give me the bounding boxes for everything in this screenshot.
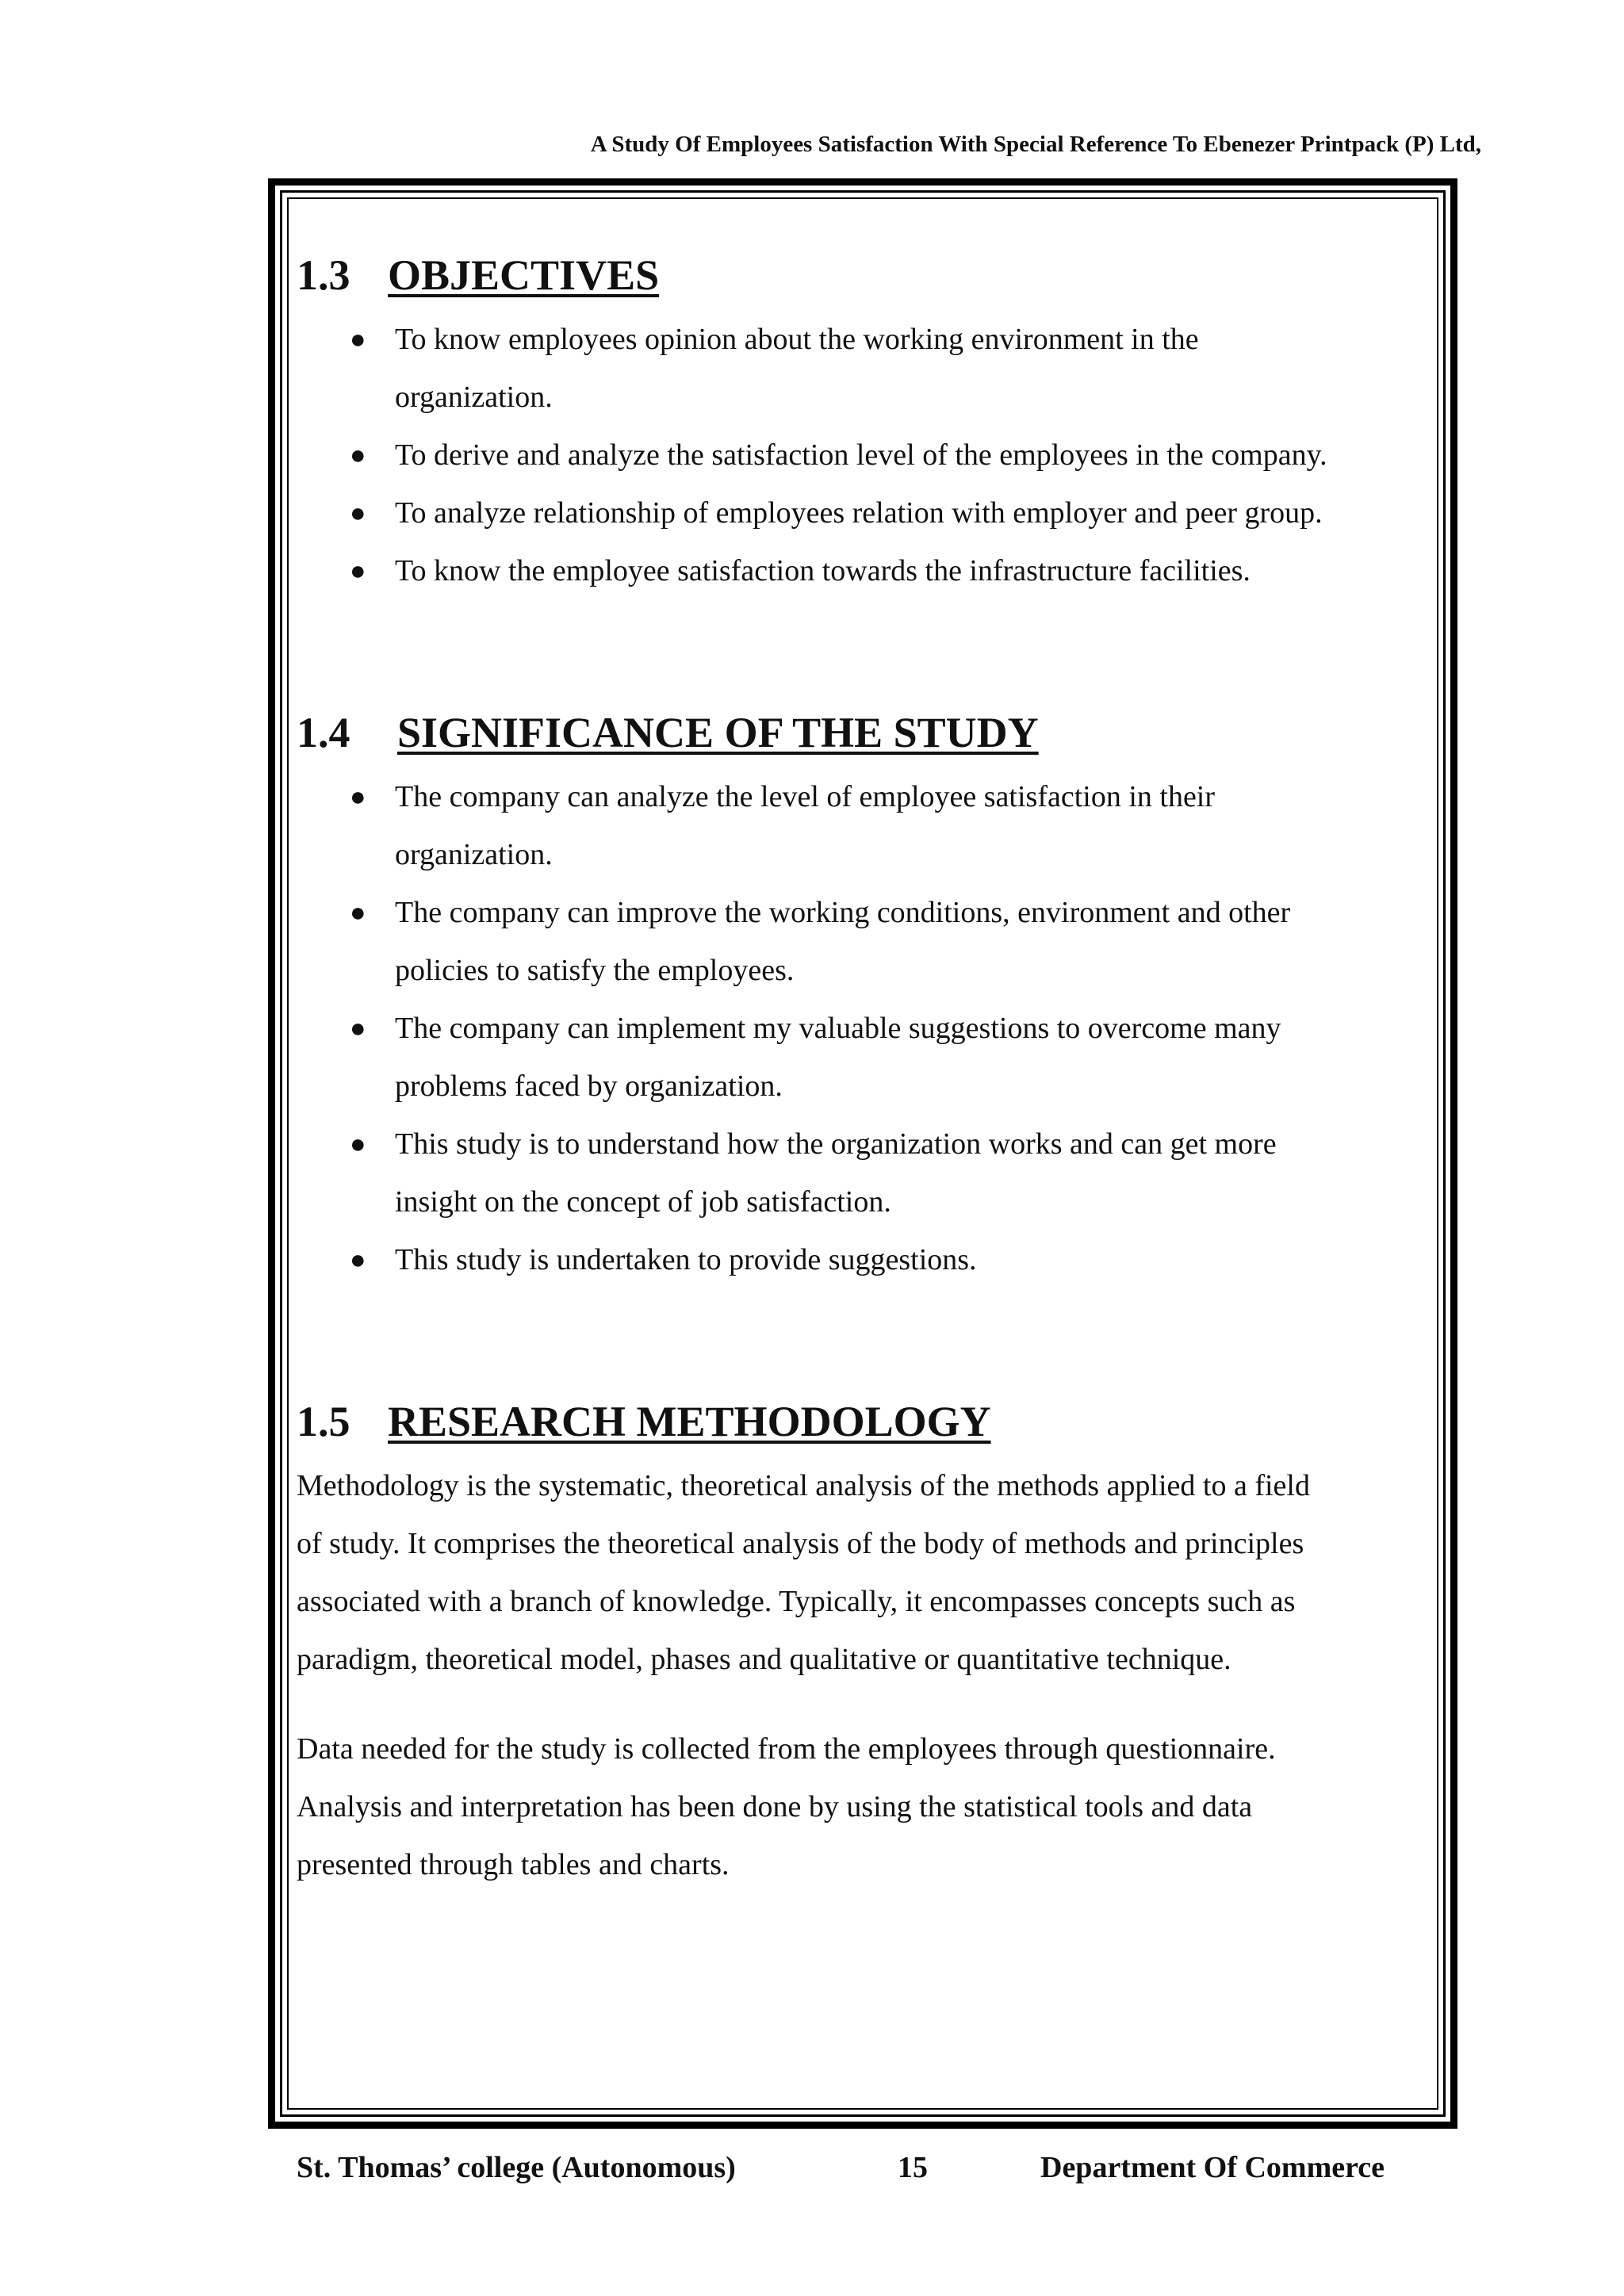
list-item-line: The company can implement my valuable suggestions to overcome many <box>395 1012 1281 1045</box>
section-number: 1.4 <box>297 709 350 756</box>
list-item <box>297 311 1438 427</box>
footer-department: Department Of Commerce <box>1040 2151 1385 2184</box>
running-header: A Study Of Employees Satisfaction With Special Reference To Ebenezer Printpack (P) Ltd, <box>590 132 1481 157</box>
bullet-icon: ● <box>350 499 366 528</box>
list-item-line: organization. <box>395 381 553 414</box>
methodology-paragraph <box>297 1457 1438 1689</box>
paragraph-line: of study. It comprises the theoretical analysis of the body of methods and principles <box>297 1527 1304 1560</box>
paragraph-line: Analysis and interpretation has been done by using the statistical tools and data <box>297 1790 1253 1823</box>
list-item <box>297 1231 1438 1289</box>
list-item <box>297 768 1438 884</box>
bullet-icon: ● <box>350 1130 366 1159</box>
section-number: 1.3 <box>297 251 350 299</box>
section-heading-significance <box>297 711 1438 754</box>
objectives-list <box>297 311 1438 600</box>
list-item-line: To derive and analyze the satisfaction level of the employees in the company. <box>395 438 1327 472</box>
list-item-line: organization. <box>395 838 553 871</box>
list-item <box>297 1000 1438 1115</box>
list-item-line: The company can improve the working conditions, environment and other <box>395 896 1291 929</box>
list-item-line: To know employees opinion about the working environment in the <box>395 323 1199 356</box>
paragraph-line: paradigm, theoretical model, phases and qualitative or quantitative technique. <box>297 1643 1231 1676</box>
bullet-icon: ● <box>350 898 366 928</box>
list-item-line: insight on the concept of job satisfaction. <box>395 1185 891 1219</box>
paragraph-line: associated with a branch of knowledge. Typically, it encompasses concepts such as <box>297 1585 1296 1618</box>
bullet-icon: ● <box>350 1014 366 1043</box>
list-item <box>297 427 1438 484</box>
paragraph-line: presented through tables and charts. <box>297 1848 730 1881</box>
list-item-line: This study is to understand how the organization works and can get more <box>395 1127 1277 1161</box>
list-item <box>297 1115 1438 1231</box>
section-heading-methodology <box>297 1400 1438 1443</box>
bullet-icon: ● <box>350 325 366 354</box>
bullet-icon: ● <box>350 783 366 812</box>
bullet-icon: ● <box>350 441 366 470</box>
paragraph-line: Data needed for the study is collected from the employees through questionnaire. <box>297 1732 1276 1766</box>
section-title: OBJECTIVES <box>388 251 660 299</box>
paragraph-line: Methodology is the systematic, theoretical analysis of the methods applied to a field <box>297 1469 1310 1502</box>
list-item <box>297 484 1438 542</box>
significance-list <box>297 768 1438 1289</box>
section-title: RESEARCH METHODOLOGY <box>388 1398 991 1445</box>
section-title: SIGNIFICANCE OF THE STUDY <box>397 709 1039 756</box>
bullet-icon: ● <box>350 557 366 586</box>
list-item-line: problems faced by organization. <box>395 1070 783 1103</box>
page-content <box>297 251 1438 1894</box>
bullet-icon: ● <box>350 1246 366 1275</box>
list-item <box>297 884 1438 1000</box>
section-number: 1.5 <box>297 1398 350 1445</box>
list-item-line: This study is undertaken to provide suggestions. <box>395 1243 977 1276</box>
list-item-line: policies to satisfy the employees. <box>395 954 795 987</box>
list-item-line: To know the employee satisfaction towards the infrastructure facilities. <box>395 554 1251 587</box>
list-item-line: The company can analyze the level of employee satisfaction in their <box>395 780 1216 813</box>
data-collection-paragraph <box>297 1720 1438 1894</box>
section-heading-objectives <box>297 251 1438 299</box>
list-item-line: To analyze relationship of employees relation with employer and peer group. <box>395 496 1323 530</box>
footer-page-number: 15 <box>898 2151 928 2184</box>
list-item <box>297 542 1438 600</box>
footer-college: St. Thomas’ college (Autonomous) <box>297 2151 736 2184</box>
